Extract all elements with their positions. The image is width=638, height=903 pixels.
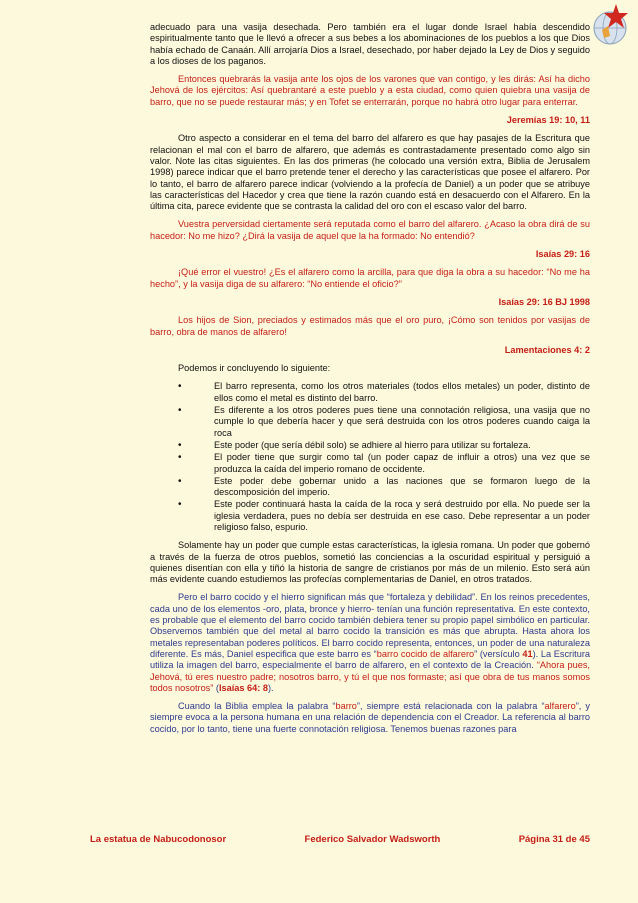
conclusion-list <box>150 381 590 533</box>
page-footer <box>90 834 590 845</box>
list-item: • El poder tiene que surgir como tal (un poder capaz de influir a otros) una vez que se produzca la caída del imperio romano de occidente. <box>178 452 590 475</box>
text-span: Cuando la Biblia emplea la palabra “ <box>178 701 336 712</box>
text-span: ). <box>268 682 274 693</box>
paragraph-iglesia-romana: Solamente hay un poder que cumple estas características, la iglesia romana. Un poder que gobernó a través de la fuerza de otros pueblos, sometió las conciencias a la oscuridad espiritual y persiguió a quienes disentían con ella y tiñó la historia de sangre de cristianos por más de un milenio. Esto será aún más evidente cuando estudiemos las profecías complementarias de Daniel, en otros tratados. <box>150 540 590 585</box>
text-span: Pero el barro cocido y el hierro significan más que “fortaleza y debilidad”. En los reinos precedentes, cada uno de los elementos -oro, plata, bronce y hierro- tenían una función representativa. En este contexto, es probable que el elemento del barro cocido también debiera tener su propio papel simbólico en particular. Observemos también que del metal al barro cocido la transición es más que abrupta. Hasta ahora los metales representaban poderes políticos. El barro cocido representa, entonces, un poder de una naturaleza diferente. Es más, Daniel especifica que este barro es “ <box>150 592 590 659</box>
quote-lamentaciones: Los hijos de Sion, preciados y estimados más que el oro puro, ¡Cómo son tenidos por vasijas de barro, obra de manos de alfarero! <box>150 315 590 337</box>
list-item: • El barro representa, como los otros materiales (todos ellos metales) un poder, distinto de ellos como el metal es distinto del barro. <box>178 381 590 404</box>
text-span: ”, y siempre evoca a la persona humana en una relación de dependencia con el Creador. La referencia al barro cocido, por lo tanto, tiene una fuerte connotación religiosa. Tenemos buenas razones para <box>150 701 591 734</box>
list-item: • Este poder debe gobernar unido a las naciones que se formaron luego de la descomposición del imperio. <box>178 476 590 499</box>
document-body <box>150 22 590 742</box>
quote-reference-isaias-29-bj: Isaías 29: 16 BJ 1998 <box>498 296 590 307</box>
text-span: ( <box>213 682 219 693</box>
paragraph-barro-cocido <box>150 592 590 694</box>
text-span: ” (versículo <box>474 648 523 659</box>
quote-isaias-29-bj: ¡Qué error el vuestro! ¿Es el alfarero como la arcilla, para que diga la obra a su hacedor: “No me ha hecho”, y la vasija diga de su alfarero: “No entiende el oficio?” <box>150 267 590 289</box>
inline-reference-isaias-64: Isaías 64: 8 <box>218 682 268 693</box>
inline-quote-isaias-64: “Ahora pues, Jehová, tú eres nuestro padre; nosotros barro, y tú el que nos formaste; así que obra de tus manos somos todos nosotros” <box>150 660 590 693</box>
quote-reference-lamentaciones: Lamentaciones 4: 2 <box>504 344 590 355</box>
footer-author: Federico Salvador Wadsworth <box>304 834 441 845</box>
list-item: • Este poder (que sería débil solo) se adhiere al hierro para utilizar su fortaleza. <box>178 440 590 451</box>
paragraph-intro: adecuado para una vasija desechada. Pero también era el lugar donde Israel había descendido espiritualmente tanto que le llevó a ofrecer a sus bebes a los abominaciones de los pueblos a los que Dios había echado de Canaán. Allí arrojaría Dios a Israel, desechado, por haber dejado la Ley de Dios y seguido a los dioses de los paganos. <box>150 22 590 66</box>
text-span-highlight: barro cocido de alfarero <box>376 648 475 659</box>
list-item: • Este poder continuará hasta la caída de la roca y será destruido por ella. No puede ser la iglesia verdadera, pues no debía ser destruida en ese caso. Debe representar a un poder religioso falso, espurio. <box>178 499 590 533</box>
quote-reference-isaias-29: Isaías 29: 16 <box>535 249 590 260</box>
quote-isaias-29: Vuestra perversidad ciertamente será reputada como el barro del alfarero. ¿Acaso la obra dirá de su hacedor: No me hizo? ¿Dirá la vasija de aquel que la ha formado: No entendió? <box>150 219 590 241</box>
footer-page-number: Página 31 de 45 <box>518 834 590 845</box>
list-item: • Es diferente a los otros poderes pues tiene una connotación religiosa, una vasija que no cumple lo que debería hacer y que será destruida con los otros poderes cuando caiga la roca <box>178 405 590 439</box>
paragraph-barro-alfarero <box>150 701 590 735</box>
paragraph-barro-mal: Otro aspecto a considerar en el tema del barro del alfarero es que hay pasajes de la Escritura que relacionan el mal con el barro de alfarero, que además es contrastadamente presentado como algo sin valor. Note las citas siguientes. En las dos primeras (he colocado una versión extra, Biblia de Jerusalem 1998) parece indicar que el barro pretende tener el derecho y las características que posee el alfarero. Por lo tanto, el barro de alfarero parece indicar (volviendo a la profecía de Daniel) a un poder que se atribuye las características del Hacedor y crea que tiene la razón cuando está en desacuerdo con el Alfarero. En la última cita, parece evidente que se contrasta la calidad del oro con el escaso valor del barro. <box>150 133 590 212</box>
footer-book-title: La estatua de Nabucodonosor <box>90 834 227 845</box>
text-span-highlight: alfarero <box>544 701 576 712</box>
quote-reference-jeremias: Jeremías 19: 10, 11 <box>506 115 590 126</box>
text-span: ). La Escritura utiliza la imagen del barro, especialmente el barro de alfarero, en el contexto de la Creación. <box>150 648 590 671</box>
paragraph-conclusion-intro: Podemos ir concluyendo lo siguiente: <box>178 363 331 374</box>
quote-jeremias: Entonces quebrarás la vasija ante los ojos de los varones que van contigo, y les dirás: Así ha dicho Jehová de los ejércitos: Así quebrantaré a este pueblo y a esta ciudad, como quien quiebra una vasija de barro, que no se puede restaurar más; y en Tofet se enterrarán, porque no habrá otro lugar para enterrar. <box>150 74 590 107</box>
text-span-highlight: barro <box>335 701 357 712</box>
globe-star-logo-icon <box>586 2 634 50</box>
text-span: ”, siempre está relacionada con la palabra “ <box>356 701 545 712</box>
verse-number: 41 <box>522 648 533 659</box>
